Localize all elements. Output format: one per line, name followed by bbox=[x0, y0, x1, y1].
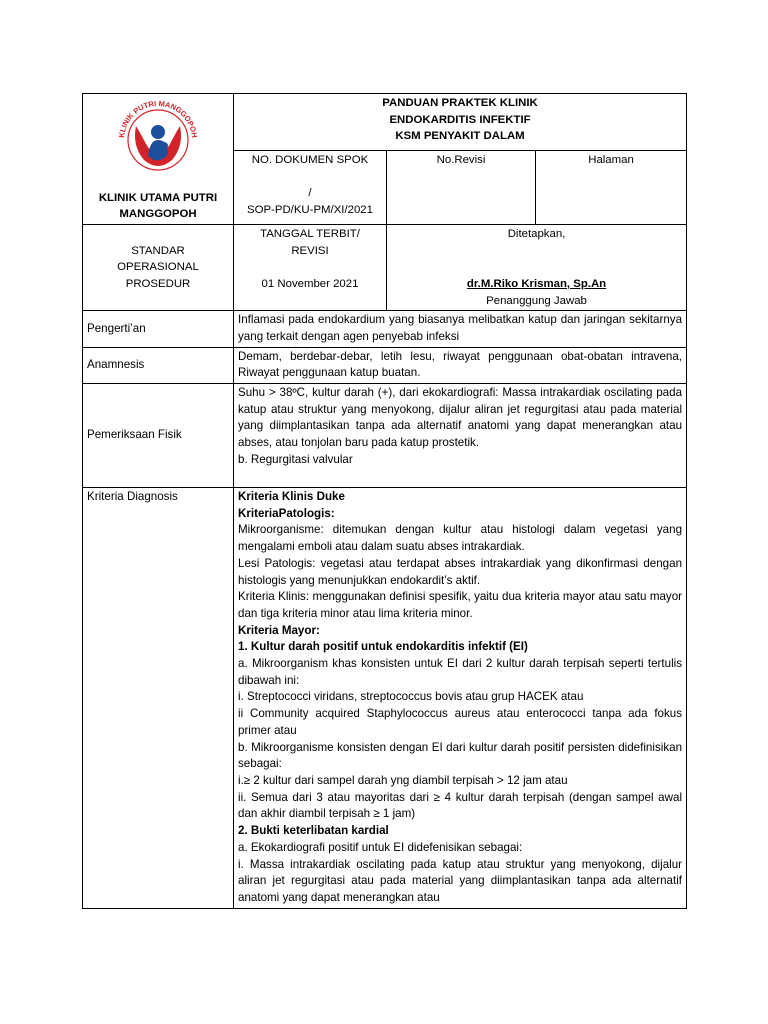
signer-role: Penanggung Jawab bbox=[486, 294, 587, 307]
pemeriksaan-extra: b. Regurgitasi valvular bbox=[238, 452, 353, 466]
kriteria-item: i. Streptococci viridans, streptococcus bovis atau grup HACEK atau bbox=[238, 690, 584, 704]
clinic-logo bbox=[114, 96, 202, 176]
kriteria-label: Kriteria Diagnosis bbox=[83, 488, 234, 909]
sop-label-line: OPERASIONAL bbox=[117, 261, 199, 274]
logo-text: KLINIK PUTRI MANGGOPOH bbox=[117, 98, 199, 139]
sop-label-line: STANDAR bbox=[131, 244, 185, 257]
kriteria-item: ii Community acquired Staphylococcus aureus atau enterococci tanpa ada fokus primer atau bbox=[238, 707, 683, 737]
revision-cell bbox=[387, 150, 536, 225]
doc-number-cell bbox=[234, 150, 387, 225]
kriteria-patologis-heading: KriteriaPatologis: bbox=[238, 506, 335, 520]
approval-label: Ditetapkan, bbox=[507, 228, 566, 241]
clinic-name: KLINIK UTAMA PUTRI MANGGOPOH bbox=[98, 191, 218, 221]
kriteria-cell bbox=[234, 488, 687, 909]
clinic-cell bbox=[83, 94, 234, 225]
sop-label-line: PROSEDUR bbox=[125, 278, 191, 291]
anamnesis-text: Demam, berdebar-debar, letih lesu, riwayat penggunaan obat-obatan intravena, Riwayat penggunaan katup buatan. bbox=[234, 347, 687, 383]
document-title bbox=[234, 94, 687, 151]
kriteria-paragraph: Kriteria Klinis: menggunakan definisi spesifik, yaitu dua kriteria mayor atau satu mayor dan tiga kriteria minor atau lima kriteria minor. bbox=[238, 590, 683, 620]
approval-cell bbox=[387, 225, 687, 311]
kriteria-item: ii. Semua dari 3 atau mayoritas dari ≥ 4 kultur darah terpisah (dengan sampel awal dan akhir diambil terpisah ≥ 1 jam) bbox=[238, 790, 683, 821]
pengertian-label: Pengerti’an bbox=[83, 311, 234, 347]
kriteria-paragraph: Lesi Patologis: vegetasi atau terdapat abses intrakardiak yang dikonfirmasi dengan histologis yang menunjukkan endokardit’s aktif. bbox=[238, 556, 683, 587]
issue-date: 01 November 2021 bbox=[261, 277, 359, 290]
kriteria-paragraph: Mikroorganisme: ditemukan dengan kultur atau histologi dalam vegetasi yang mengalami emboli atau dalam suatu abses intrakardiak. bbox=[238, 523, 683, 554]
sop-label-cell bbox=[83, 225, 234, 311]
doc-number-slash: / bbox=[308, 187, 312, 200]
signer-name: dr.M.Riko Krisman, Sp.An bbox=[466, 277, 607, 290]
kriteria-item: i. Massa intrakardiak oscilating pada katup atau struktur yang menyokong, dijalur aliran jet regurgitasi atau pada material yang diimplantasikan tanpa ada alternatif anatomi yang dapat menerangkan atau bbox=[238, 857, 683, 904]
pemeriksaan-cell bbox=[234, 384, 687, 488]
pengertian-text: Inflamasi pada endokardium yang biasanya melibatkan katup dan jaringan sekitarnya yang terkait dengan agen penyebab infeksi bbox=[234, 311, 687, 347]
kriteria-item: a. Ekokardiografi positif untuk EI didefenisikan sebagai: bbox=[238, 840, 523, 854]
kriteria-item: i.≥ 2 kultur dari sampel darah yng diambil terpisah > 12 jam atau bbox=[238, 773, 568, 787]
issue-label: TANGGAL TERBIT/ REVISI bbox=[260, 228, 360, 257]
issue-date-cell bbox=[234, 225, 387, 311]
page-cell bbox=[536, 150, 687, 225]
kriteria-item: b. Mikroorganisme konsisten dengan EI dari kultur darah positif persisten didefinisikan sebagai: bbox=[238, 740, 683, 771]
kriteria-item: 1. Kultur darah positif untuk endokarditis infektif (EI) bbox=[238, 640, 528, 654]
title-line: KSM PENYAKIT DALAM bbox=[395, 130, 525, 143]
pemeriksaan-label: Pemeriksaan Fisik bbox=[83, 384, 234, 488]
kriteria-mayor-heading: Kriteria Mayor: bbox=[238, 623, 320, 637]
pemeriksaan-text: Suhu > 38ºC, kultur darah (+), dari ekokardiografi: Massa intrakardiak oscilating pada katup atau struktur yang menyokong, dijalur aliran jet regurgitasi atau pada material yang diimplantasikan tanpa ada alternatif anatomi yang dapat menerangkan atau abses, atau tonjolan baru pada katup prostetik. bbox=[238, 386, 683, 450]
title-line: ENDOKARDITIS INFEKTIF bbox=[389, 113, 531, 126]
sop-document bbox=[82, 93, 686, 909]
doc-number-label: NO. DOKUMEN SPOK bbox=[251, 153, 369, 166]
anamnesis-label: Anamnesis bbox=[83, 347, 234, 383]
title-line: PANDUAN PRAKTEK KLINIK bbox=[382, 97, 538, 109]
sop-table bbox=[82, 93, 687, 909]
kriteria-item: a. Mikroorganism khas konsisten untuk EI dari 2 kultur darah terpisah seperti tertulis dibawah ini: bbox=[238, 657, 683, 687]
page-label: Halaman bbox=[588, 153, 634, 166]
kriteria-heading: Kriteria Klinis Duke bbox=[238, 490, 345, 504]
kriteria-item: 2. Bukti keterlibatan kardial bbox=[238, 824, 389, 838]
doc-number-value: SOP-PD/KU-PM/XI/2021 bbox=[247, 203, 373, 216]
revision-label: No.Revisi bbox=[436, 153, 486, 166]
